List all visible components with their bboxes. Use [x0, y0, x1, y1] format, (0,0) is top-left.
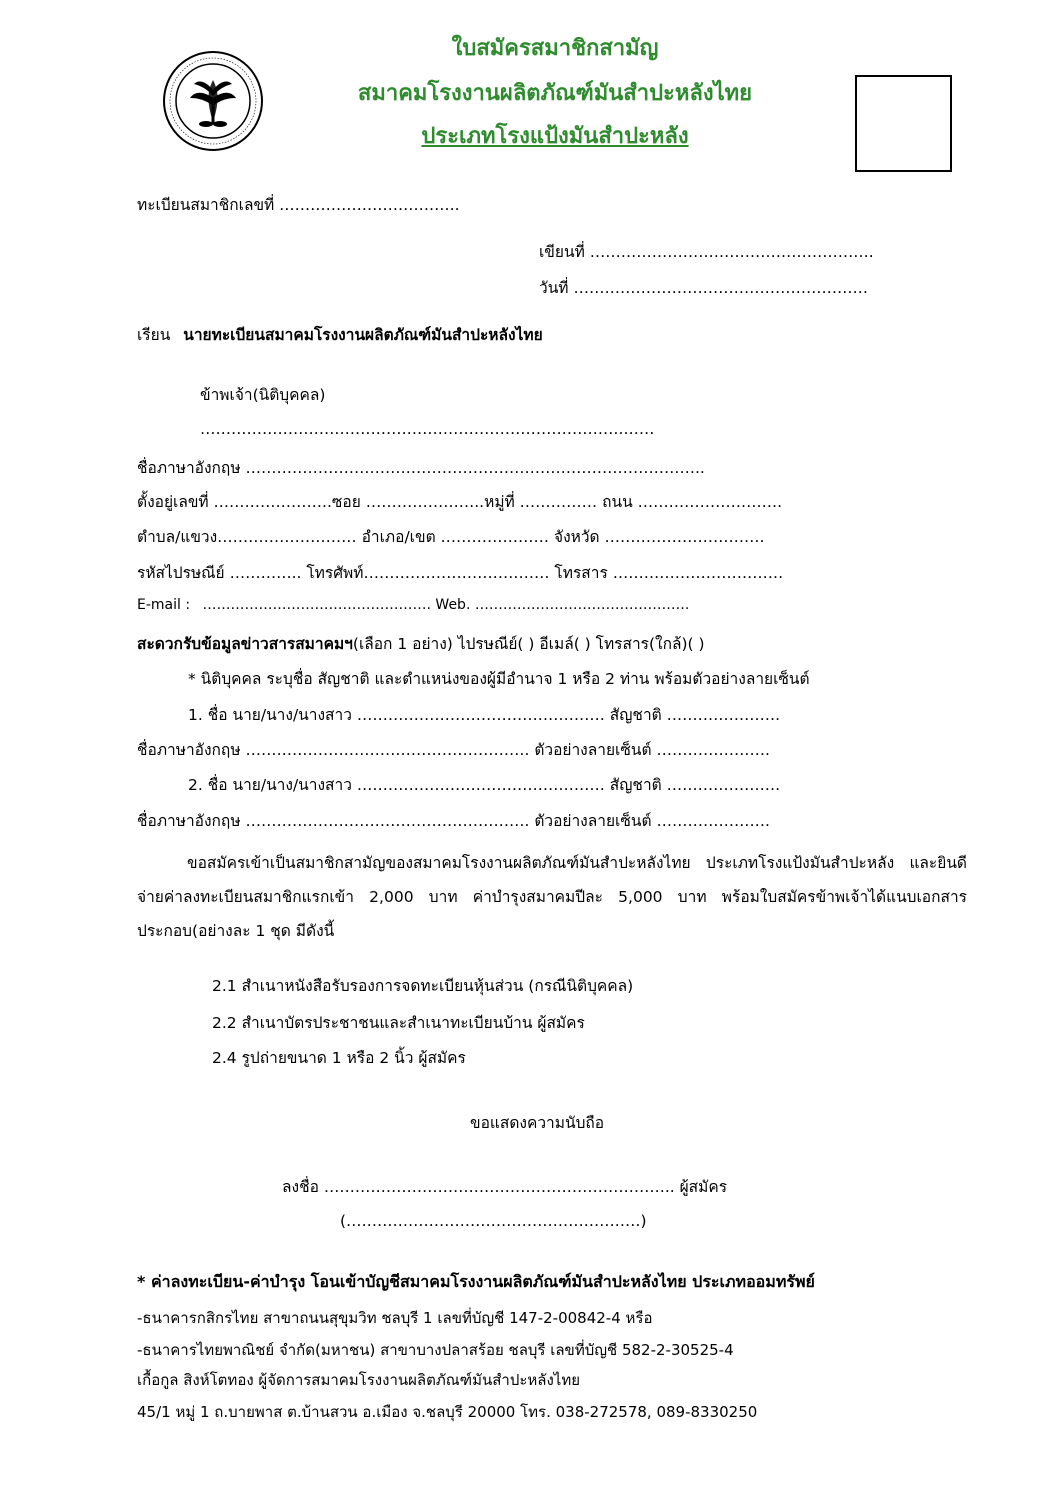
address-line-1[interactable]: ตั้งอยู่เลขที่ …………………..ซอย …………………..หมู่ที่ …………… ถนน ……………………….	[137, 493, 783, 511]
addressee-label: เรียน	[137, 326, 171, 344]
addressee-value: นายทะเบียนสมาคมโรงงานผลิตภัณฑ์มันสำปะหลังไทย	[183, 326, 543, 344]
authorized-person-1-english[interactable]: ชื่อภาษาอังกฤษ ………………………………………………. ตัวอย่างลายเซ็นต์ ………………….	[137, 741, 770, 759]
authorized-person-1[interactable]: 1. ชื่อ นาย/นาง/นางสาว ………………………………………… สัญชาติ ………………….	[188, 706, 781, 724]
applicant-name-field[interactable]: ……………………………………………………………………….……	[200, 420, 655, 438]
payment-note: * ค่าลงทะเบียน-ค่าบำรุง โอนเข้าบัญชีสมาคมโรงงานผลิตภัณฑ์มันสำปะหลังไทย ประเภทออมทรัพย์	[137, 1272, 815, 1291]
association-manager: เกื้อกูล สิงห์โตทอง ผู้จัดการสมาคมโรงงานผลิตภัณฑ์มันสำปะหลังไทย	[137, 1371, 581, 1389]
email-label: E-mail :	[137, 597, 191, 613]
application-statement: ขอสมัครเข้าเป็นสมาชิกสามัญของสมาคมโรงงานผลิตภัณฑ์มันสำปะหลังไทย ประเภทโรงแป้งมันสำปะหลัง และยินดีจ่ายค่าลงทะเบียนสมาชิกแรกเข้า 2,000 บาท ค่าบำรุงสมาคมปีละ 5,000 บาท พร้อมใบสมัครข้าพเจ้าได้แนบเอกสารประกอบ(อย่างละ 1 ชุด มีดังนี้	[137, 854, 967, 940]
form-title: ใบสมัครสมาชิกสามัญ	[451, 36, 659, 61]
signature-field[interactable]: ลงชื่อ ………………………………………………………….. ผู้สมัคร	[282, 1178, 728, 1196]
authorized-person-2-english[interactable]: ชื่อภาษาอังกฤษ ………………………………………………. ตัวอย่างลายเซ็นต์ ………………….	[137, 812, 770, 830]
attachment-item-3: 2.4 รูปถ่ายขนาด 1 หรือ 2 นิ้ว ผู้สมัคร	[212, 1049, 466, 1067]
email-web-dots[interactable]: …………………………………………. Web. ……………………………………….	[202, 597, 690, 613]
attachment-item-1: 2.1 สำเนาหนังสือรับรองการจดทะเบียนหุ้นส่วน (กรณีนิติบุคคล)	[212, 977, 634, 995]
authorized-person-2[interactable]: 2. ชื่อ นาย/นาง/นางสาว ………………………………………… สัญชาติ ………………….	[188, 776, 781, 794]
news-preference[interactable]	[137, 631, 705, 656]
news-preference-label: สะดวกรับข้อมูลข่าวสารสมาคมฯ	[137, 635, 353, 653]
address-line-3[interactable]: รหัสไปรษณีย์ ………….. โทรศัพท์……………………………… โทรสาร ……………………………	[137, 564, 784, 582]
address-line-2[interactable]: ตำบล/แขวง……………………… อำเภอ/เขต ………………… จังหวัด ………………………….	[137, 528, 765, 546]
association-name: สมาคมโรงงานผลิตภัณฑ์มันสำปะหลังไทย	[357, 81, 753, 106]
date-field[interactable]: วันที่ …………………………………………………	[539, 279, 868, 297]
bank-account-2: -ธนาคารไทยพาณิชย์ จำกัด(มหาชน) สาขาบางปลาสร้อย ชลบุรี เลขที่บัญชี 582-2-30525-4	[137, 1341, 734, 1359]
member-category: ประเภทโรงแป้งมันสำปะหลัง	[421, 124, 689, 149]
attachment-item-2: 2.2 สำเนาบัตรประชาชนและสำเนาทะเบียนบ้าน ผู้สมัคร	[212, 1014, 585, 1032]
association-logo	[162, 50, 264, 152]
signature-name-field[interactable]: (…………………………………………………)	[340, 1212, 647, 1230]
written-at-field[interactable]: เขียนที่ ……………………………………………….	[539, 243, 874, 261]
english-name-field[interactable]: ชื่อภาษาอังกฤษ ……………………………………………………………………………..	[137, 459, 705, 477]
news-preference-options[interactable]: (เลือก 1 อย่าง) ไปรษณีย์( ) อีเมล์( ) โทรสาร(ใกล้)( )	[352, 635, 705, 653]
bank-account-1: -ธนาคารกสิกรไทย สาขาถนนสุขุมวิท ชลบุรี 1 เลขที่บัญชี 147-2-00842-4 หรือ	[137, 1309, 653, 1327]
member-number-field[interactable]: ทะเบียนสมาชิกเลขที่ ……………………………..	[137, 196, 460, 214]
addressee	[137, 322, 543, 347]
email-web-field[interactable]	[137, 597, 689, 613]
photo-box	[855, 75, 952, 172]
applicant-label: ข้าพเจ้า(นิติบุคคล)	[200, 386, 326, 404]
juristic-note: * นิติบุคคล ระบุชื่อ สัญชาติ และตำแหน่งของผู้มีอำนาจ 1 หรือ 2 ท่าน พร้อมตัวอย่างลายเซ็นต์	[188, 670, 810, 688]
association-address: 45/1 หมู่ 1 ถ.บายพาส ต.บ้านสวน อ.เมือง จ.ชลบุรี 20000 โทร. 038-272578, 089-8330250	[137, 1403, 758, 1421]
closing-regards: ขอแสดงความนับถือ	[470, 1114, 605, 1132]
